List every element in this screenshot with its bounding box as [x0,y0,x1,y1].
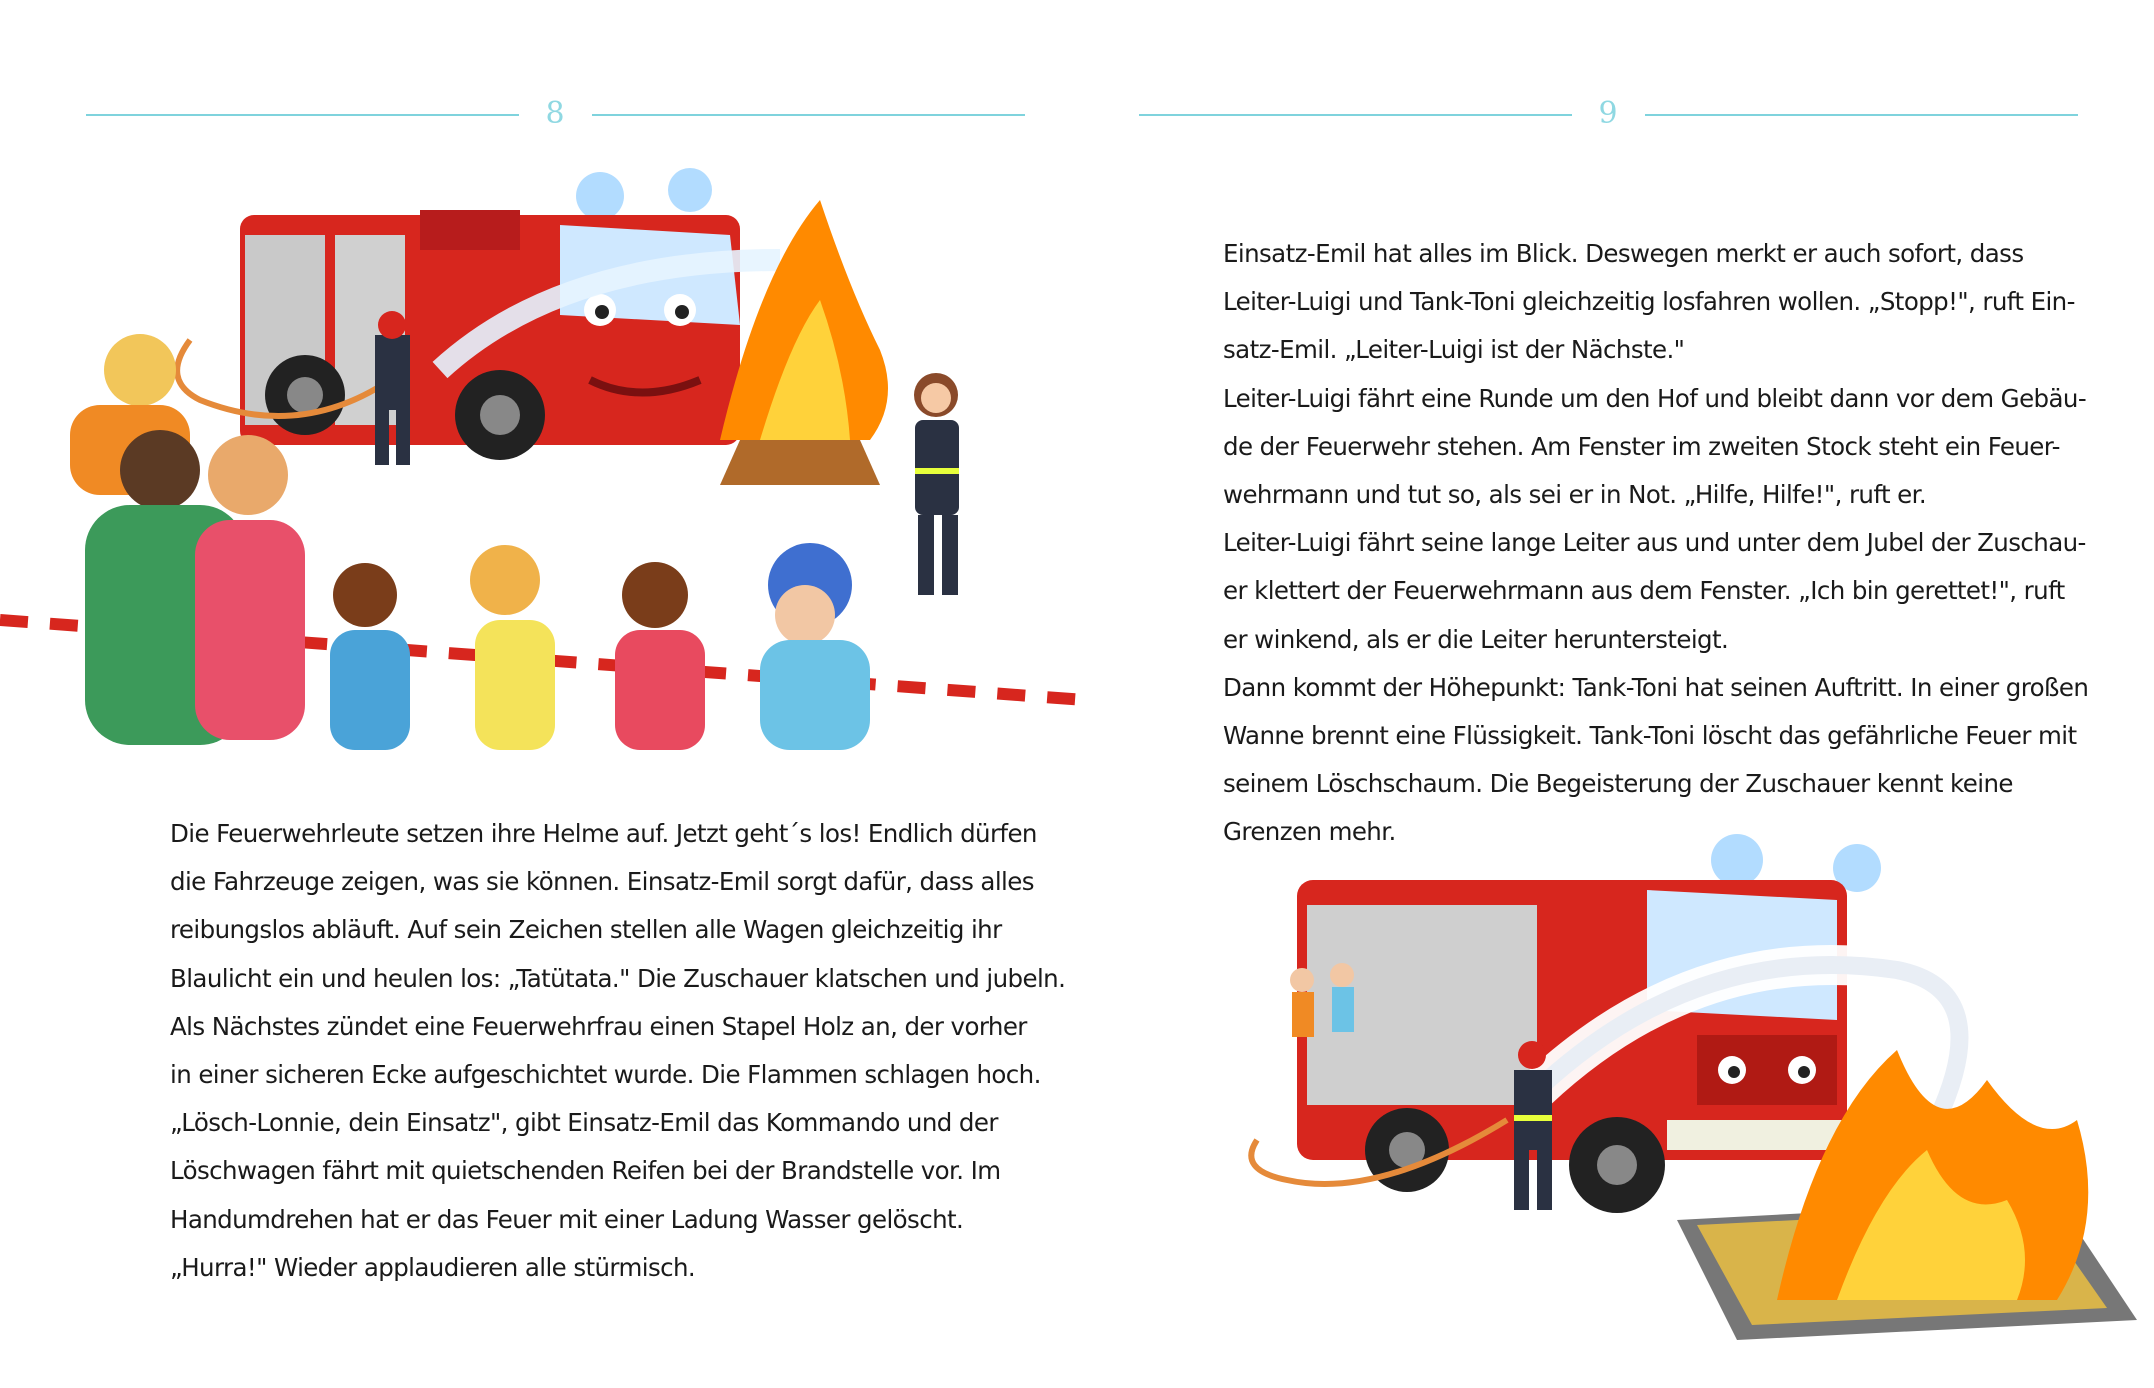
text-line: er klettert der Feuerwehrmann aus dem Fenster. „Ich bin gerettet!", ruft [1223,576,2065,606]
text-line: Wanne brennt eine Flüssigkeit. Tank-Toni löscht das gefährliche Feuer mit [1223,720,2077,750]
text-line: de der Feuerwehr stehen. Am Fenster im zweiten Stock steht ein Feuer- [1223,431,2060,461]
right-page [1077,0,2154,1388]
body-text-left [170,810,1065,1292]
text-line: Einsatz-Emil hat alles im Blick. Deswegen merkt er auch sofort, dass [1223,239,2024,268]
illustration-tank-truck-foam [1177,820,2154,1380]
header-rule-left [1139,114,1572,116]
text-line: Leiter-Luigi und Tank-Toni gleichzeitig losfahren wollen. „Stopp!", ruft Ein- [1223,287,2075,317]
text-line: in einer sicheren Ecke aufgeschichtet wurde. Die Flammen schlagen hoch. [170,1059,1041,1089]
text-line: reibungslos abläuft. Auf sein Zeichen stellen alle Wagen gleichzeitig ihr [170,915,1002,945]
header-rule-right [1645,114,2078,116]
text-line: Löschwagen fährt mit quietschenden Reifen bei der Brandstelle vor. Im [170,1156,1001,1186]
text-line: Grenzen mehr. [1223,817,1396,847]
text-line: Als Nächstes zündet eine Feuerwehrfrau einen Stapel Holz an, der vorher [170,1011,1027,1041]
page-number-left: 8 [545,96,565,131]
text-line: wehrmann und tut so, als sei er in Not. „Hilfe, Hilfe!", ruft er. [1223,479,1927,509]
body-text-right [1223,230,2088,856]
text-line: die Fahrzeuge zeigen, was sie können. Einsatz-Emil sorgt dafür, dass alles [170,867,1034,897]
header-rule-left [86,114,519,116]
illustration-fire-truck-spectators [0,140,1085,780]
text-line: Handumdrehen hat er das Feuer mit einer Ladung Wasser gelöscht. [170,1204,964,1234]
text-line: Die Feuerwehrleute setzen ihre Helme auf. Jetzt geht´s los! Endlich dürfen [170,819,1037,848]
text-line: Dann kommt der Höhepunkt: Tank-Toni hat seinen Auftritt. In einer großen [1223,672,2089,702]
text-line: er winkend, als er die Leiter heruntersteigt. [1223,624,1729,654]
text-line: „Lösch-Lonnie, dein Einsatz", gibt Einsatz-Emil das Kommando und der [170,1108,998,1138]
text-line: „Hurra!" Wieder applaudieren alle stürmisch. [170,1252,696,1282]
text-line: Leiter-Luigi fährt eine Runde um den Hof und bleibt dann vor dem Gebäu- [1223,383,2087,413]
header-rule-right [592,114,1025,116]
text-line: satz-Emil. „Leiter-Luigi ist der Nächste." [1223,335,1685,365]
text-line: seinem Löschschaum. Die Begeisterung der Zuschauer kennt keine [1223,769,2013,799]
page-number-right: 9 [1598,96,1618,131]
text-line: Blaulicht ein und heulen los: „Tatütata." Die Zuschauer klatschen und jubeln. [170,963,1066,993]
text-line: Leiter-Luigi fährt seine lange Leiter aus und unter dem Jubel der Zuschau- [1223,528,2086,558]
